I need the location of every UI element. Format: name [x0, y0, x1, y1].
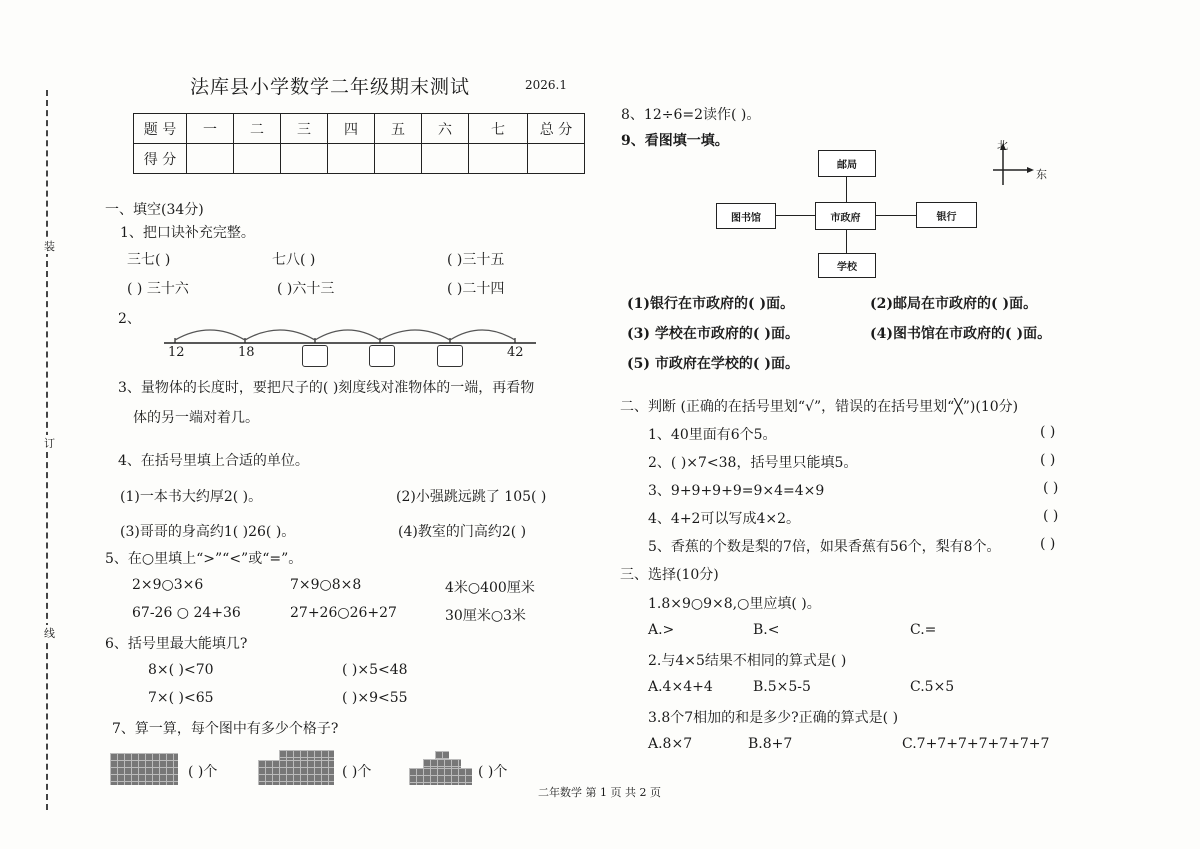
choice-option[interactable]: A.> [648, 622, 675, 638]
score-cell: 七 [469, 114, 528, 144]
q7-blank: ( )个 [478, 764, 508, 780]
q6-prompt: 6、括号里最大能填几? [105, 636, 248, 652]
judge-item: 5、香蕉的个数是梨的7倍，如果香蕉有56个，梨有8个。 [648, 539, 1001, 555]
q5-item: 67-26 ○ 24+36 [132, 605, 241, 621]
grid-figure-steps [258, 760, 334, 785]
q4-item: (2)小强跳远跳了 105( ) [396, 489, 547, 505]
q3-text-line1: 3、量物体的长度时，要把尺子的( )刻度线对准物体的一端，再看物 [118, 380, 535, 396]
map-school: 学校 [818, 253, 876, 278]
q1-item: ( )六十三 [277, 281, 335, 297]
choice-option[interactable]: C.7+7+7+7+7+7+7 [902, 736, 1050, 752]
q4-item: (4)教室的门高约2( ) [398, 524, 527, 540]
q1-item: ( )二十四 [447, 281, 505, 297]
score-input-cell[interactable] [528, 144, 585, 174]
score-table-header-row [134, 114, 585, 144]
judge-blank[interactable]: ( ) [1040, 452, 1056, 468]
q1-prompt: 1、把口诀补充完整。 [120, 225, 255, 241]
score-cell: 三 [281, 114, 328, 144]
binding-label-zhuang: 装 [44, 240, 55, 253]
q5-item: 7×9○8×8 [290, 577, 362, 593]
choice-prompt: 3.8个7相加的和是多少?正确的算式是( ) [648, 710, 899, 726]
judge-blank[interactable]: ( ) [1040, 536, 1056, 552]
page-footer: 二年数学 第 1 页 共 2 页 [538, 786, 661, 799]
number-line-answer-box[interactable] [369, 345, 395, 367]
score-input-cell[interactable] [328, 144, 375, 174]
number-line-answer-box[interactable] [302, 345, 328, 367]
map-city-hall: 市政府 [815, 202, 876, 230]
q9-item: (5) 市政府在学校的( )面。 [627, 356, 799, 372]
score-cell: 得 分 [134, 144, 187, 174]
choice-option[interactable]: B.5×5-5 [753, 679, 811, 695]
choice-option[interactable]: B.< [753, 622, 780, 638]
q4-prompt: 4、在括号里填上合适的单位。 [118, 453, 309, 469]
judge-blank[interactable]: ( ) [1040, 424, 1056, 440]
q1-item: 七八( ) [272, 252, 316, 268]
q1-item: ( )三十五 [447, 252, 505, 268]
grid-figure-pyramid-top [435, 751, 449, 759]
compass-north-label: 北 [997, 139, 1008, 152]
q5-item: 27+26○26+27 [290, 605, 397, 621]
q5-item: 2×9○3×6 [132, 577, 204, 593]
score-cell: 二 [234, 114, 281, 144]
score-cell: 总 分 [528, 114, 585, 144]
choice-option[interactable]: A.8×7 [648, 736, 693, 752]
q6-item: 7×( )<65 [148, 690, 214, 706]
exam-date: 2026.1 [525, 78, 567, 92]
map-bank: 银行 [916, 202, 977, 228]
q9-item: (3) 学校在市政府的( )面。 [627, 326, 799, 342]
judge-blank[interactable]: ( ) [1043, 480, 1059, 496]
number-line [160, 318, 540, 348]
q9-item: (1)银行在市政府的( )面。 [627, 296, 795, 312]
binding-label-ding: 订 [44, 437, 55, 450]
judge-blank[interactable]: ( ) [1043, 508, 1059, 524]
q6-item: ( )×5<48 [342, 662, 408, 678]
section1-heading: 一、填空(34分) [105, 202, 204, 218]
score-table [133, 113, 585, 174]
score-cell: 题 号 [134, 114, 187, 144]
judge-item: 3、9+9+9+9=9×4=4×9 [648, 483, 825, 499]
tick-label: 42 [507, 345, 524, 360]
grid-figure-top [279, 750, 334, 760]
q9-item: (2)邮局在市政府的( )面。 [870, 296, 1038, 312]
choice-prompt: 2.与4×5结果不相同的算式是( ) [648, 653, 847, 669]
tick-label: 12 [168, 345, 185, 360]
score-input-cell[interactable] [375, 144, 422, 174]
choice-option[interactable]: C.= [910, 622, 937, 638]
binding-label-xian: 线 [44, 627, 55, 640]
compass-east-label: 东 [1036, 168, 1047, 181]
q9-item: (4)图书馆在市政府的( )面。 [870, 326, 1052, 342]
q1-item: ( ) 三十六 [127, 281, 189, 297]
q2-label: 2、 [118, 311, 141, 327]
page-title: 法库县小学数学二年级期末测试 [190, 76, 471, 98]
section3-heading: 三、选择(10分) [620, 567, 719, 583]
choice-option[interactable]: A.4×4+4 [648, 679, 713, 695]
choice-option[interactable]: C.5×5 [910, 679, 955, 695]
q6-item: 8×( )<70 [148, 662, 214, 678]
score-input-cell[interactable] [469, 144, 528, 174]
judge-item: 4、4+2可以写成4×2。 [648, 511, 800, 527]
section2-heading: 二、判断 (正确的在括号里划“√”，错误的在括号里划“╳”)(10分) [620, 399, 1019, 415]
score-cell: 五 [375, 114, 422, 144]
q7-blank: ( )个 [342, 764, 372, 780]
score-cell: 六 [422, 114, 469, 144]
q7-blank: ( )个 [188, 764, 218, 780]
grid-figure-pyramid-mid [423, 759, 461, 768]
number-line-answer-box[interactable] [437, 345, 463, 367]
judge-item: 2、( )×7<38，括号里只能填5。 [648, 455, 858, 471]
judge-item: 1、40里面有6个5。 [648, 427, 777, 443]
map-post-office: 邮局 [818, 150, 876, 177]
grid-figure-pyramid-base [409, 768, 472, 785]
score-cell: 一 [187, 114, 234, 144]
choice-prompt: 1.8×9○9×8,○里应填( )。 [648, 596, 821, 612]
choice-option[interactable]: B.8+7 [748, 736, 793, 752]
q7-prompt: 7、算一算，每个图中有多少个格子? [112, 721, 339, 737]
score-input-cell[interactable] [234, 144, 281, 174]
score-input-cell[interactable] [422, 144, 469, 174]
q5-item: 4米○400厘米 [445, 580, 535, 596]
q5-prompt: 5、在○里填上“>”“<”或“=”。 [105, 551, 303, 567]
q6-item: ( )×9<55 [342, 690, 408, 706]
q9-prompt: 9、看图填一填。 [621, 133, 729, 149]
score-input-cell[interactable] [187, 144, 234, 174]
grid-figure-rectangle [110, 753, 178, 785]
map-library: 图书馆 [716, 203, 776, 229]
score-table-score-row [134, 144, 585, 174]
q4-item: (1)一本书大约厚2( )。 [120, 489, 263, 505]
q8-text: 8、12÷6=2读作( )。 [621, 107, 761, 123]
q3-text-line2: 体的另一端对着几。 [133, 410, 259, 426]
score-cell: 四 [328, 114, 375, 144]
q4-item: (3)哥哥的身高约1( )26( )。 [120, 524, 296, 540]
tick-label: 18 [238, 345, 255, 360]
q5-item: 30厘米○3米 [445, 608, 526, 624]
q1-item: 三七( ) [127, 252, 171, 268]
score-input-cell[interactable] [281, 144, 328, 174]
